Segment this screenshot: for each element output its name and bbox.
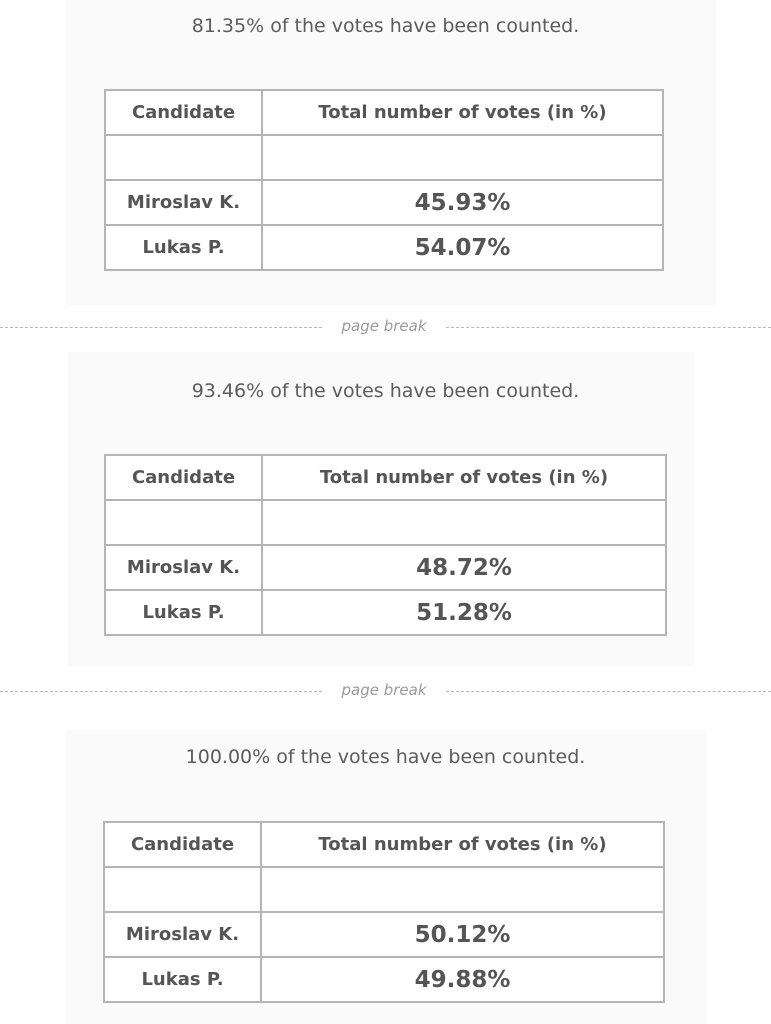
vote-percentage: 49.88% bbox=[261, 957, 664, 1002]
table-row bbox=[105, 590, 666, 635]
vote-percentage: 48.72% bbox=[262, 545, 666, 590]
page-break-2 bbox=[0, 681, 771, 701]
empty-cell bbox=[262, 500, 666, 545]
candidate-name: Lukas P. bbox=[105, 225, 262, 270]
candidate-column-header: Candidate bbox=[105, 455, 262, 500]
table-header-row bbox=[105, 455, 666, 500]
page-break-line-right bbox=[446, 327, 771, 328]
candidate-name: Lukas P. bbox=[104, 957, 261, 1002]
table-header-row bbox=[104, 822, 664, 867]
page-break-label: page break bbox=[341, 681, 427, 699]
table-row bbox=[104, 957, 664, 1002]
candidate-name: Miroslav K. bbox=[104, 912, 261, 957]
empty-cell bbox=[105, 135, 262, 180]
votes-column-header: Total number of votes (in %) bbox=[261, 822, 664, 867]
count-status-1: 81.35% of the votes have been counted. bbox=[191, 15, 580, 37]
vote-percentage: 50.12% bbox=[261, 912, 664, 957]
page-break-label: page break bbox=[341, 317, 427, 335]
candidate-name: Miroslav K. bbox=[105, 180, 262, 225]
vote-percentage: 54.07% bbox=[262, 225, 663, 270]
table-row bbox=[105, 180, 663, 225]
count-status-2: 93.46% of the votes have been counted. bbox=[191, 380, 580, 402]
page-break-line-left bbox=[0, 327, 322, 328]
empty-cell bbox=[105, 500, 262, 545]
vote-percentage: 51.28% bbox=[262, 590, 666, 635]
empty-row bbox=[105, 135, 663, 180]
results-table-2 bbox=[104, 454, 667, 636]
candidate-name: Miroslav K. bbox=[105, 545, 262, 590]
empty-row bbox=[104, 867, 664, 912]
votes-column-header: Total number of votes (in %) bbox=[262, 455, 666, 500]
table-row bbox=[105, 225, 663, 270]
empty-cell bbox=[261, 867, 664, 912]
vote-percentage: 45.93% bbox=[262, 180, 663, 225]
empty-cell bbox=[104, 867, 261, 912]
votes-column-header: Total number of votes (in %) bbox=[262, 90, 663, 135]
page-break-line-left bbox=[0, 691, 322, 692]
table-header-row bbox=[105, 90, 663, 135]
page-break-1 bbox=[0, 317, 771, 337]
page-break-line-right bbox=[446, 691, 771, 692]
candidate-column-header: Candidate bbox=[105, 90, 262, 135]
candidate-column-header: Candidate bbox=[104, 822, 261, 867]
empty-cell bbox=[262, 135, 663, 180]
empty-row bbox=[105, 500, 666, 545]
results-table-1 bbox=[104, 89, 664, 271]
candidate-name: Lukas P. bbox=[105, 590, 262, 635]
table-row bbox=[105, 545, 666, 590]
results-table-3 bbox=[103, 821, 665, 1003]
table-row bbox=[104, 912, 664, 957]
count-status-3: 100.00% of the votes have been counted. bbox=[185, 746, 586, 768]
